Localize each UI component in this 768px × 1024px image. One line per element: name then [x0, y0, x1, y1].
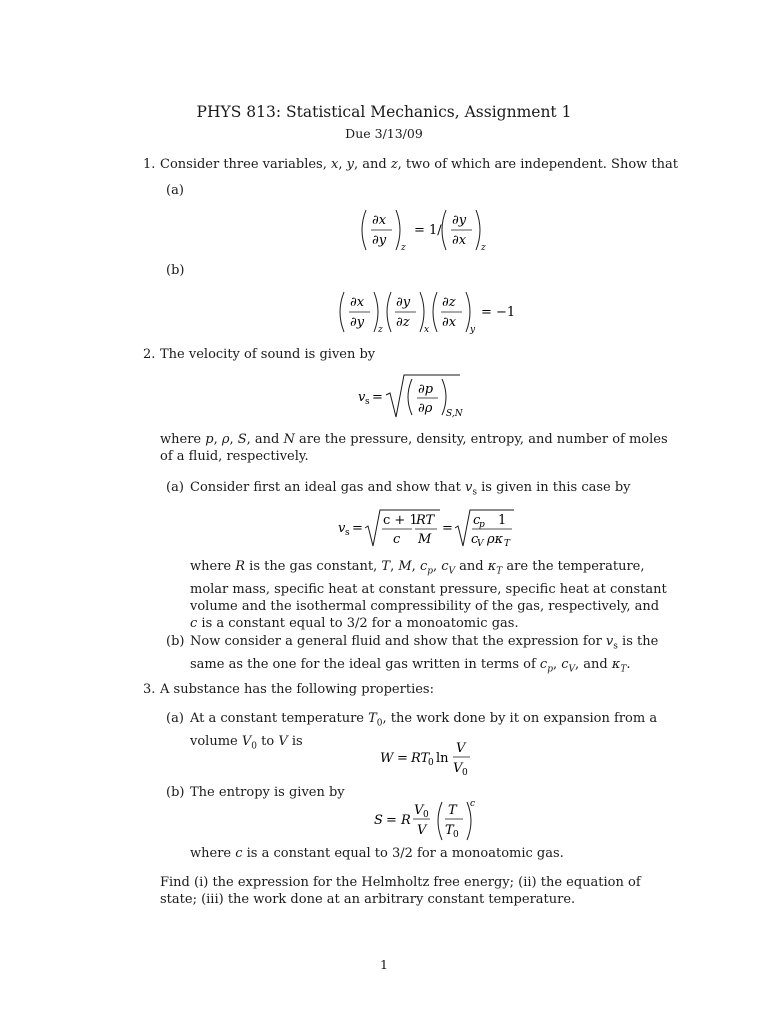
- due-date: Due 3/13/09: [345, 126, 423, 141]
- svg-text:S: S: [374, 813, 383, 828]
- svg-text:0: 0: [462, 768, 468, 778]
- svg-text:v: v: [338, 521, 346, 536]
- equation-1b: [338, 290, 528, 338]
- problem-3a-text: At a constant temperature $T_0$, the work done by it on expansion from a volume $V_0$ to V is: [190, 711, 658, 752]
- svg-text:∂y: ∂y: [396, 295, 411, 310]
- problem-2a-text: Consider first an ideal gas and show that $v_s$ is given in this case by: [190, 480, 631, 498]
- equation-1a: [360, 208, 500, 256]
- svg-text:0: 0: [453, 830, 459, 840]
- svg-text:p: p: [479, 520, 485, 530]
- svg-text:=: =: [386, 813, 397, 828]
- equation-entropy: [372, 798, 482, 848]
- svg-text:c + 1: c + 1: [383, 513, 418, 528]
- svg-text:=: =: [442, 521, 453, 536]
- svg-text:∂x: ∂x: [452, 233, 467, 248]
- problem-3a-label: (a): [166, 711, 184, 726]
- svg-text:c: c: [470, 799, 476, 809]
- svg-text:z: z: [401, 243, 406, 253]
- svg-text:V: V: [456, 741, 466, 756]
- problem-3-text: A substance has the following properties:: [160, 682, 434, 697]
- svg-text:y: y: [470, 325, 476, 335]
- svg-text:ln: ln: [436, 751, 449, 766]
- problem-1-number: 1.: [143, 157, 156, 172]
- svg-text:M: M: [418, 532, 432, 547]
- svg-text:RT: RT: [411, 751, 430, 766]
- problem-3b-where: where c is a constant equal to 3/2 for a monoatomic gas.: [190, 846, 564, 861]
- equation-2a: [336, 508, 526, 554]
- equation-work: [378, 740, 478, 784]
- svg-text:∂ρ: ∂ρ: [418, 401, 433, 416]
- svg-text:∂p: ∂p: [418, 382, 434, 397]
- svg-text:R: R: [401, 813, 411, 828]
- svg-text:0: 0: [428, 758, 434, 768]
- svg-text:∂y: ∂y: [372, 233, 387, 248]
- svg-text:0: 0: [423, 810, 429, 820]
- svg-text:V: V: [414, 803, 424, 818]
- svg-text:z: z: [378, 325, 383, 335]
- svg-text:=: =: [397, 751, 408, 766]
- svg-text:v: v: [358, 390, 366, 405]
- svg-text:=: =: [352, 521, 363, 536]
- equation-sound-velocity: [356, 373, 476, 425]
- svg-text:∂y: ∂y: [350, 315, 365, 330]
- svg-text:c: c: [473, 513, 481, 528]
- problem-3-number: 3.: [143, 682, 156, 697]
- svg-text:z: z: [481, 243, 486, 253]
- svg-text:ρκ: ρκ: [487, 532, 504, 547]
- svg-text:V: V: [453, 761, 463, 776]
- problem-3b-label: (b): [166, 785, 185, 800]
- svg-text:W: W: [380, 751, 394, 766]
- problem-3b-text: The entropy is given by: [190, 785, 345, 800]
- svg-text:∂x: ∂x: [350, 295, 365, 310]
- svg-text:∂z: ∂z: [442, 295, 456, 310]
- svg-text:∂y: ∂y: [452, 213, 467, 228]
- svg-text:S,N: S,N: [446, 409, 463, 419]
- problem-1-text: Consider three variables, x, y, and z, two of which are independent. Show that: [160, 157, 678, 172]
- problem-2-number: 2.: [143, 347, 156, 362]
- problem-2a-label: (a): [166, 480, 184, 495]
- problem-1a-label: (a): [166, 183, 184, 198]
- problem-2a-where: where R is the gas constant, T, M, $c_p$, $c_V$ and $\kappa_T$ are the temperature, molar mass, specific heat at constant pressure, specific heat at constant volume and the isothermal compressibility of the gas, respectively, and c is a constant equal to 3/2 for a monoatomic gas.: [190, 559, 667, 631]
- problem-1b-label: (b): [166, 263, 185, 278]
- svg-text:∂z: ∂z: [396, 315, 410, 330]
- svg-text:s: s: [365, 397, 370, 407]
- svg-text:RT: RT: [416, 513, 435, 528]
- page-number: 1: [380, 957, 388, 972]
- svg-text:c: c: [471, 532, 479, 547]
- svg-text:c: c: [393, 532, 401, 547]
- svg-text:V: V: [477, 539, 484, 549]
- svg-text:1: 1: [498, 513, 507, 528]
- svg-text:x: x: [424, 325, 430, 335]
- svg-text:∂x: ∂x: [442, 315, 457, 330]
- document-title: PHYS 813: Statistical Mechanics, Assignment 1: [196, 103, 572, 121]
- problem-2-text: The velocity of sound is given by: [160, 347, 376, 362]
- svg-text:∂x: ∂x: [372, 213, 387, 228]
- svg-text:T: T: [445, 823, 454, 838]
- problem-3-find: Find (i) the expression for the Helmholtz free energy; (ii) the equation of state; (iii) the work done at an arbitrary constant temperature.: [160, 875, 641, 907]
- problem-2-where: where p, ρ, S, and N are the pressure, density, entropy, and number of moles of a fluid, respectively.: [160, 432, 668, 464]
- svg-text:T: T: [448, 803, 457, 818]
- svg-text:T: T: [504, 539, 511, 549]
- problem-2b-text: Now consider a general fluid and show that the expression for $v_s$ is the same as the one for the ideal gas written in terms of $c_p$, $c_V$, and $\kappa_T$.: [190, 634, 659, 675]
- svg-text:= −1: = −1: [481, 305, 516, 320]
- svg-text:=: =: [372, 390, 383, 405]
- svg-text:s: s: [345, 528, 350, 538]
- svg-text:= 1/: = 1/: [414, 223, 442, 238]
- svg-text:V: V: [417, 823, 427, 838]
- problem-2b-label: (b): [166, 634, 185, 649]
